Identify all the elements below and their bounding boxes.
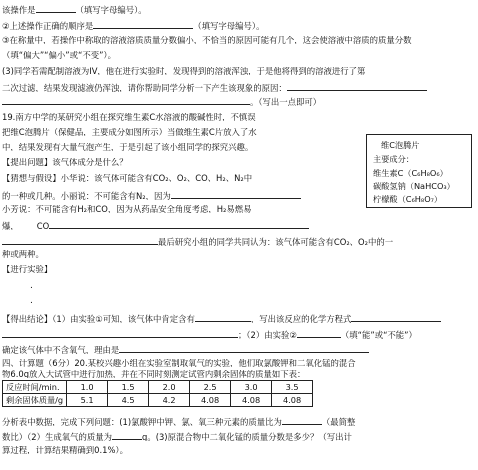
- answer-blank[interactable]: [2, 96, 250, 105]
- text: 数比）（2）生成氧气的质量为: [2, 432, 113, 442]
- table-cell: 3.5: [272, 381, 313, 394]
- line-1: [2, 4, 476, 14]
- q19-line-6: [2, 190, 358, 200]
- line-6: [2, 82, 476, 92]
- answer-blank[interactable]: [119, 344, 369, 353]
- table-cell: 5.1: [67, 394, 108, 407]
- text: 【得出结论】（1）由实验①可知，该气体中肯定含有: [2, 314, 195, 324]
- text: 爆，: [2, 221, 19, 231]
- text: （最简整: [321, 417, 356, 427]
- q19-line-8: [2, 220, 476, 230]
- line-5: (3)同学若需配制溶液为IV，他在进行实验时，发现得到的溶液浑浊，于是他将得到的溶液进行了第: [2, 67, 366, 76]
- table-header: 反应时间/min.: [3, 381, 67, 394]
- q20-subquestions: [2, 431, 476, 441]
- answer-blank[interactable]: [297, 329, 341, 338]
- table-cell: 4.08: [190, 394, 231, 407]
- answer-blank[interactable]: [112, 431, 142, 440]
- text: 。（写出一点即可）: [250, 97, 322, 107]
- table-cell: 1.5: [108, 381, 149, 394]
- text: （填“能”或“不能”）: [340, 330, 417, 340]
- answer-blank[interactable]: [49, 220, 309, 229]
- text: ，写出该反应的化学方程式: [250, 314, 352, 324]
- ingredient-label: 主要成分：: [373, 154, 414, 164]
- text: 确定该气体中不含氧气，理由是: [2, 345, 120, 355]
- answer-blank[interactable]: [282, 416, 322, 425]
- table-header: 剩余固体质量/g: [3, 394, 67, 407]
- text: （填写字母编号）。: [193, 21, 265, 31]
- text: CO: [36, 221, 50, 231]
- q19-line-1: 19.南方中学的某研究小组在探究维生素C水溶液的酸碱性时，不慎误: [2, 113, 256, 122]
- table-cell: 2.5: [190, 381, 231, 394]
- text: 该操作是: [2, 5, 36, 15]
- q20-line-1: 四、计算题（6分）20.某校兴趣小组在实验室制取氧气的实验，他们取氯酸钾和二氧化锰的混合: [2, 359, 356, 368]
- line-4: （填“偏大”“偏小”或“不变”）。: [2, 51, 116, 60]
- answer-blank[interactable]: [171, 190, 301, 199]
- ingredient-item: 维生素C（C₆H₈O₆）: [373, 168, 448, 178]
- ingredient-label-box: [366, 134, 472, 208]
- answer-blank[interactable]: [2, 236, 158, 245]
- text: 分析表中数据，完成下列问题：(1)氯酸钾中钾、氯、氧三种元素的质量比为: [2, 417, 282, 427]
- conclusion-line-3: [2, 344, 476, 354]
- ingredient-item: 碳酸氢钠（NaHCO₃）: [373, 181, 455, 191]
- line-3: ③在称量中，若操作中称取的溶液溶质质量分数偏小，不恰当的原因可能有几个，这会使溶液中溶质的质量分数: [2, 36, 412, 45]
- conclusion-line-2: [2, 329, 476, 339]
- table-cell: 4.5: [108, 394, 149, 407]
- text: ；（2）由实验②: [238, 330, 297, 340]
- q19-line-2: 把维C泡腾片（保健品，主要成分如图所示）当做维生素C片放入了水: [2, 128, 257, 137]
- table-cell: 2.0: [149, 381, 190, 394]
- conclusion-line-1: [2, 313, 476, 323]
- q19-hypothesis: 【猜想与假设】小华说：该气体可能含有CO₂、O₂、CO、H₂、N₂中: [2, 174, 253, 183]
- q20-line-2: 物6.0g放入大试管中进行加热，并在不同时刻测定试管内剩余固体的质量如下表：: [2, 370, 306, 379]
- answer-blank[interactable]: [351, 313, 441, 322]
- q19-experiment: 【进行实验】: [2, 265, 53, 274]
- q19-line-10: 种或两种。: [2, 250, 44, 259]
- answer-blank[interactable]: [195, 313, 251, 322]
- table-cell: 3.0: [231, 381, 272, 394]
- table-row: [3, 394, 313, 407]
- table-cell: 4.08: [272, 394, 313, 407]
- blank-marker: .: [30, 281, 33, 291]
- table-cell: 4.08: [231, 394, 272, 407]
- q19-line-7: 小芳说：不可能含有H₂和CO，因为从药品安全角度考虑，H₂易燃易: [2, 205, 252, 214]
- text: 的一种或几种。小丽说：不可能含有N₂，因为: [2, 191, 171, 201]
- line-2: [2, 20, 476, 30]
- q20-instruction: 算过程，计算结果精确到0.1%）。: [2, 446, 128, 455]
- ingredient-title: 维C泡腾片: [381, 140, 420, 150]
- q20-analysis: [2, 416, 476, 426]
- data-table: [2, 380, 313, 407]
- blank-marker: .: [30, 296, 33, 306]
- text: ②上述操作正确的顺序是: [2, 21, 94, 31]
- answer-blank[interactable]: [287, 82, 427, 91]
- q19-line-9: [2, 236, 476, 246]
- ingredient-item: 柠檬酸（C₆H₈O₇）: [373, 194, 443, 204]
- q19-question: 【提出问题】该气体成分是什么？: [2, 158, 128, 167]
- text: 二次过滤，结果发现滤液仍浑浊，请你帮助同学分析一下产生该现象的原因：: [2, 83, 287, 93]
- text: （填写字母编号）。: [75, 5, 147, 15]
- text: 最后研究小组的同学共同认为：该气体可能含有CO₂、O₂中的一: [158, 237, 394, 247]
- table-cell: 1.0: [67, 381, 108, 394]
- answer-blank[interactable]: [93, 20, 193, 29]
- text: g。(3)原混合物中二氧化锰的质量分数是多少？（写出计: [142, 432, 352, 442]
- line-7: [2, 96, 476, 106]
- q19-line-3: 中，结果发现有大量气泡产生，于是引起了该小组同学的探究兴趣。: [2, 143, 254, 152]
- answer-blank[interactable]: [2, 329, 238, 338]
- table-row: [3, 381, 313, 394]
- table-cell: 4.2: [149, 394, 190, 407]
